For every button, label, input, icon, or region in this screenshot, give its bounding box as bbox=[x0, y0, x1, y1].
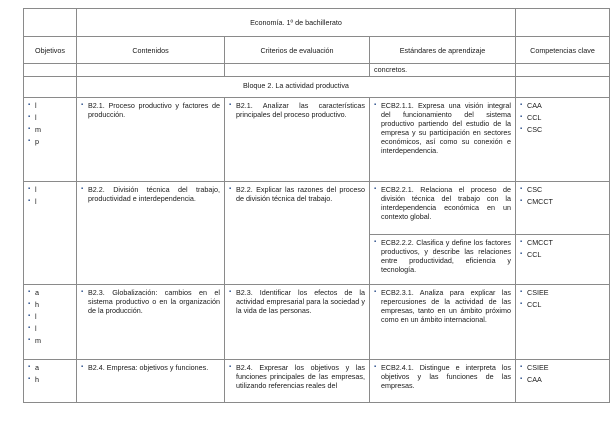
competencias-cell bbox=[516, 98, 610, 182]
carryover-row bbox=[24, 64, 610, 77]
competencia-item: ▪ CSC bbox=[520, 185, 605, 194]
competencia-item: ▪ CCL bbox=[520, 113, 605, 122]
empty-cell bbox=[24, 64, 77, 77]
objetivos-cell bbox=[24, 98, 77, 182]
objetivo-item: ▪ l bbox=[28, 312, 72, 321]
competencia-item: ▪ CSIEE bbox=[520, 288, 605, 297]
estandar-text: ▪ ECB2.4.1. Distingue e interpreta los objetivos y las funciones de las empresas. bbox=[374, 363, 511, 390]
criterio-cell bbox=[225, 285, 370, 360]
estandar-cell bbox=[370, 182, 516, 235]
contenido-cell bbox=[77, 360, 225, 403]
objetivos-cell bbox=[24, 182, 77, 285]
estandar-text: ▪ ECB2.1.1. Expresa una visión integral del funcionamiento del sistema productivo partiendo del estudio de la empresa y su participación en sectores económicos, así como su conexión e interdependencia. bbox=[374, 101, 511, 155]
objetivo-item: ▪ l bbox=[28, 185, 72, 194]
estandar-cell bbox=[370, 360, 516, 403]
contenido-cell bbox=[77, 285, 225, 360]
col-header-competencias: Competencias clave bbox=[516, 37, 610, 64]
objetivos-cell bbox=[24, 285, 77, 360]
table-row bbox=[24, 360, 610, 403]
estandar-text: ▪ ECB2.2.2. Clasifica y define los factores productivos, y describe las relaciones entre productividad, eficiencia y tecnología. bbox=[374, 238, 511, 274]
estandar-cell bbox=[370, 98, 516, 182]
criterio-text: ▪ B2.2. Explicar las razones del proceso de división técnica del trabajo. bbox=[229, 185, 365, 203]
criterio-cell bbox=[225, 360, 370, 403]
objetivo-item: ▪ m bbox=[28, 125, 72, 134]
competencia-item: ▪ CMCCT bbox=[520, 197, 605, 206]
objetivo-item: ▪ m bbox=[28, 336, 72, 345]
competencias-cell bbox=[516, 285, 610, 360]
table-title: Economía. 1º de bachillerato bbox=[77, 9, 516, 37]
table-row bbox=[24, 182, 610, 235]
block-row bbox=[24, 77, 610, 98]
block-title: Bloque 2. La actividad productiva bbox=[77, 77, 516, 98]
table-row bbox=[24, 98, 610, 182]
estandar-text: ▪ ECB2.2.1. Relaciona el proceso de división técnica del trabajo con la interdependencia económica en un contexto global. bbox=[374, 185, 511, 221]
objetivo-item: ▪ h bbox=[28, 300, 72, 309]
estandar-cell bbox=[370, 285, 516, 360]
competencias-cell bbox=[516, 235, 610, 285]
carryover-standard: concretos. bbox=[370, 64, 516, 77]
competencia-item: ▪ CSC bbox=[520, 125, 605, 134]
title-spacer-cell bbox=[24, 9, 77, 37]
objetivo-item: ▪ a bbox=[28, 288, 72, 297]
competencias-cell bbox=[516, 360, 610, 403]
col-header-criterios: Criterios de evaluación bbox=[225, 37, 370, 64]
competencia-item: ▪ CCL bbox=[520, 250, 605, 259]
competencia-item: ▪ CCL bbox=[520, 300, 605, 309]
objetivo-item: ▪ h bbox=[28, 375, 72, 384]
objetivos-cell bbox=[24, 360, 77, 403]
title-row bbox=[24, 9, 610, 37]
col-header-contenidos: Contenidos bbox=[77, 37, 225, 64]
estandar-cell bbox=[370, 235, 516, 285]
col-header-estandares: Estándares de aprendizaje bbox=[370, 37, 516, 64]
empty-cell bbox=[24, 77, 77, 98]
objetivo-item: ▪ l bbox=[28, 113, 72, 122]
contenido-cell bbox=[77, 182, 225, 285]
criterio-cell bbox=[225, 98, 370, 182]
competencia-item: ▪ CAA bbox=[520, 101, 605, 110]
col-header-objetivos: Objetivos bbox=[24, 37, 77, 64]
empty-cell bbox=[516, 64, 610, 77]
competencia-item: ▪ CMCCT bbox=[520, 238, 605, 247]
curriculum-table bbox=[23, 8, 610, 403]
competencia-item: ▪ CAA bbox=[520, 375, 605, 384]
table-row bbox=[24, 285, 610, 360]
objetivo-item: ▪ p bbox=[28, 137, 72, 146]
competencias-cell bbox=[516, 182, 610, 235]
title-spacer-cell bbox=[516, 9, 610, 37]
contenido-text: ▪ B2.4. Empresa: objetivos y funciones. bbox=[81, 363, 220, 372]
objetivo-item: ▪ l bbox=[28, 324, 72, 333]
empty-cell bbox=[225, 64, 370, 77]
objetivo-item: ▪ l bbox=[28, 101, 72, 110]
criterio-text: ▪ B2.1. Analizar las características principales del proceso productivo. bbox=[229, 101, 365, 119]
competencia-item: ▪ CSIEE bbox=[520, 363, 605, 372]
empty-cell bbox=[516, 77, 610, 98]
contenido-text: ▪ B2.2. División técnica del trabajo, productividad e interdependencia. bbox=[81, 185, 220, 203]
objetivo-item: ▪ a bbox=[28, 363, 72, 372]
contenido-text: ▪ B2.3. Globalización: cambios en el sistema productivo o en la organización de la producción. bbox=[81, 288, 220, 315]
estandar-text: ▪ ECB2.3.1. Analiza para explicar las repercusiones de la actividad de las empresas, tanto en un ámbito próximo como en un ámbito internacional. bbox=[374, 288, 511, 324]
objetivo-item: ▪ l bbox=[28, 197, 72, 206]
criterio-text: ▪ B2.4. Expresar los objetivos y las funciones principales de las empresas, utilizando referencias reales del bbox=[229, 363, 365, 390]
criterio-cell bbox=[225, 182, 370, 285]
contenido-cell bbox=[77, 98, 225, 182]
empty-cell bbox=[77, 64, 225, 77]
column-header-row bbox=[24, 37, 610, 64]
criterio-text: ▪ B2.3. Identificar los efectos de la actividad empresarial para la sociedad y la vida de las personas. bbox=[229, 288, 365, 315]
contenido-text: ▪ B2.1. Proceso productivo y factores de producción. bbox=[81, 101, 220, 119]
